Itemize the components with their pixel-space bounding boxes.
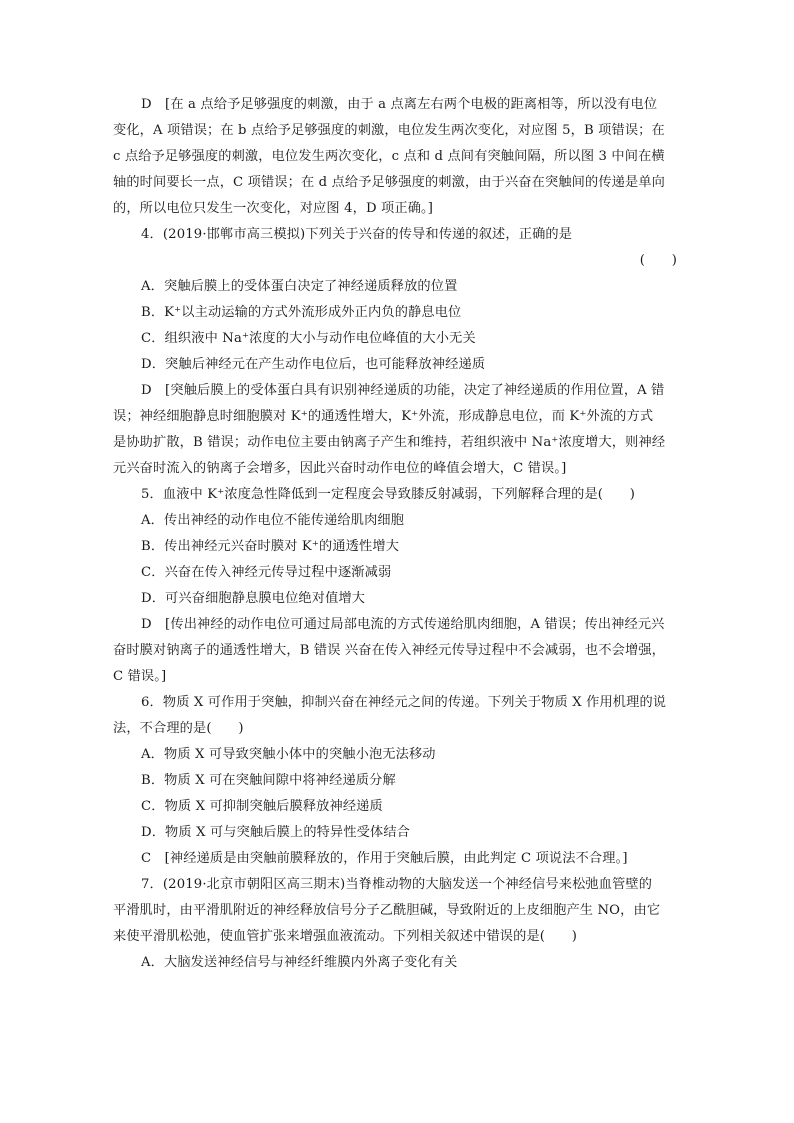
text-line: 7．(2019·北京市朝阳区高三期末)当脊椎动物的大脑发送一个神经信号来松弛血管壁的 bbox=[141, 877, 653, 892]
text-line: B．传出神经元兴奋时膜对 K⁺的通透性增大 bbox=[141, 539, 400, 554]
text-line: 4．(2019·邯郸市高三模拟)下列关于兴奋的传导和传递的叙述，正确的是 bbox=[141, 227, 573, 242]
document-body bbox=[113, 92, 681, 976]
text-line: D [突触后膜上的受体蛋白具有识别神经递质的功能，决定了神经递质的作用位置，A 错 bbox=[141, 383, 665, 398]
text-line: C 错误。] bbox=[113, 669, 167, 684]
text-line: B．物质 X 可在突触间隙中将神经递质分解 bbox=[141, 773, 396, 788]
text-line: 是协助扩散，B 错误；动作电位主要由钠离子产生和维持，若组织液中 Na⁺浓度增大，则神经 bbox=[113, 435, 666, 450]
text-line: C．物质 X 可抑制突触后膜释放神经递质 bbox=[141, 799, 383, 814]
text-line: ( ) bbox=[639, 253, 677, 268]
text-line: 变化，A 项错误；在 b 点给予足够强度的刺激，电位发生两次变化，对应图 5，B 项错误；在 bbox=[113, 123, 665, 138]
text-line: D [传出神经的动作电位可通过局部电流的方式传递给肌肉细胞，A 错误；传出神经元兴 bbox=[141, 617, 665, 632]
text-line: D．可兴奋细胞静息膜电位绝对值增大 bbox=[141, 591, 366, 606]
text-line: D．突触后神经元在产生动作电位后，也可能释放神经递质 bbox=[141, 357, 486, 372]
text-line: 轴的时间要长一点，C 项错误；在 d 点给予足够强度的刺激，由于兴奋在突触间的传递是单向 bbox=[113, 175, 666, 190]
text-line: A．传出神经的动作电位不能传递给肌肉细胞 bbox=[141, 513, 405, 528]
text-line: 来使平滑肌松弛，使血管扩张来增强血液流动。下列相关叙述中错误的是( ) bbox=[113, 929, 578, 944]
text-line: A．物质 X 可导致突触小体中的突触小泡无法移动 bbox=[141, 747, 436, 762]
text-line: 误；神经细胞静息时细胞膜对 K⁺的通透性增大，K⁺外流，形成静息电位，而 K⁺外流的方式 bbox=[113, 409, 654, 424]
text-line: 元兴奋时流入的钠离子会增多，因此兴奋时动作电位的峰值会增大，C 错误。] bbox=[113, 461, 567, 476]
text-line: D [在 a 点给予足够强度的刺激，由于 a 点离左右两个电极的距离相等，所以没有电位 bbox=[141, 97, 658, 112]
text-line: 的，所以电位只发生一次变化，对应图 4，D 项正确。] bbox=[113, 201, 434, 216]
text-line: C [神经递质是由突触前膜释放的，作用于突触后膜，由此判定 C 项说法不合理。] bbox=[141, 851, 628, 866]
text-line: 5．血液中 K⁺浓度急性降低到一定程度会导致膝反射减弱，下列解释合理的是( ) bbox=[141, 487, 636, 502]
text-line: 6．物质 X 可作用于突触，抑制兴奋在神经元之间的传递。下列关于物质 X 作用机理的说 bbox=[141, 695, 667, 710]
text-line: A．突触后膜上的受体蛋白决定了神经递质释放的位置 bbox=[141, 279, 458, 294]
text-line: D．物质 X 可与突触后膜上的特异性受体结合 bbox=[141, 825, 411, 840]
text-line: A．大脑发送神经信号与神经纤维膜内外离子变化有关 bbox=[141, 955, 458, 970]
text-line: 奋时膜对钠离子的通透性增大，B 错误 兴奋在传入神经元传导过程中不会减弱，也不会增强， bbox=[113, 643, 666, 658]
text-line: C．组织液中 Na⁺浓度的大小与动作电位峰值的大小无关 bbox=[141, 331, 476, 346]
text-line: 法，不合理的是( ) bbox=[113, 721, 244, 736]
text-line: 平滑肌时，由平滑肌附近的神经释放信号分子乙酰胆碱，导致附近的上皮细胞产生 NO，由它 bbox=[113, 903, 661, 918]
text-line: B．K⁺以主动运输的方式外流形成外正内负的静息电位 bbox=[141, 305, 462, 320]
text-line: C．兴奋在传入神经元传导过程中逐渐减弱 bbox=[141, 565, 392, 580]
text-line: c 点给予足够强度的刺激，电位发生两次变化，c 点和 d 点间有突触间隔，所以图 3 中间在横 bbox=[113, 149, 665, 164]
